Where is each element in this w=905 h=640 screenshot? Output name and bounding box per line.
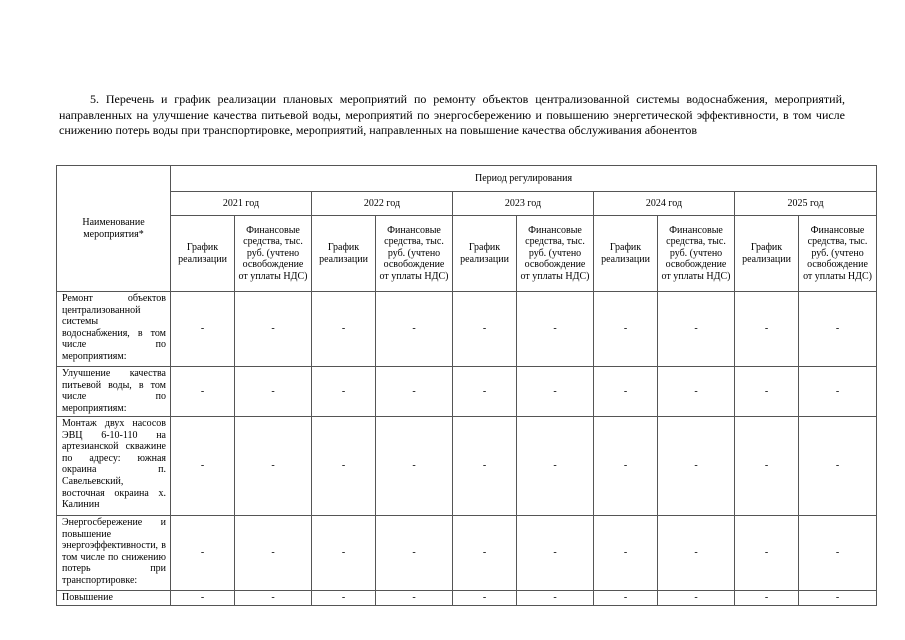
value-cell: - bbox=[171, 417, 235, 516]
table-row bbox=[57, 417, 877, 516]
event-name-cell: Энергосбережение и повышение энергоэффективности, в том числе по снижению потерь при транспортировке: bbox=[57, 516, 171, 591]
event-name-cell: Улучшение качества питьевой воды, в том числе по мероприятиям: bbox=[57, 367, 171, 417]
value-cell: - bbox=[171, 516, 235, 591]
value-cell: - bbox=[735, 417, 799, 516]
period-header: Период регулирования bbox=[171, 166, 877, 192]
value-cell: - bbox=[235, 292, 312, 367]
schedule-header: График реализации bbox=[312, 216, 376, 292]
value-cell: - bbox=[658, 516, 735, 591]
value-cell: - bbox=[376, 292, 453, 367]
value-cell: - bbox=[312, 292, 376, 367]
value-cell: - bbox=[799, 516, 877, 591]
value-cell: - bbox=[517, 367, 594, 417]
value-cell: - bbox=[594, 417, 658, 516]
value-cell: - bbox=[235, 367, 312, 417]
value-cell: - bbox=[376, 591, 453, 606]
event-name-cell: Повышение bbox=[57, 591, 171, 606]
value-cell: - bbox=[735, 516, 799, 591]
finance-header: Финансовые средства, тыс. руб. (учтено освобождение от уплаты НДС) bbox=[799, 216, 877, 292]
value-cell: - bbox=[235, 516, 312, 591]
schedule-header: График реализации bbox=[453, 216, 517, 292]
schedule-header: График реализации bbox=[735, 216, 799, 292]
value-cell: - bbox=[376, 516, 453, 591]
value-cell: - bbox=[594, 292, 658, 367]
value-cell: - bbox=[594, 367, 658, 417]
value-cell: - bbox=[799, 292, 877, 367]
year-header: 2025 год bbox=[735, 192, 877, 216]
value-cell: - bbox=[517, 292, 594, 367]
value-cell: - bbox=[376, 367, 453, 417]
value-cell: - bbox=[658, 417, 735, 516]
value-cell: - bbox=[312, 516, 376, 591]
value-cell: - bbox=[453, 591, 517, 606]
value-cell: - bbox=[517, 516, 594, 591]
value-cell: - bbox=[594, 591, 658, 606]
table-row bbox=[57, 367, 877, 417]
value-cell: - bbox=[312, 417, 376, 516]
schedule-header: График реализации bbox=[171, 216, 235, 292]
value-cell: - bbox=[594, 516, 658, 591]
year-header: 2024 год bbox=[594, 192, 735, 216]
value-cell: - bbox=[735, 292, 799, 367]
value-cell: - bbox=[312, 367, 376, 417]
value-cell: - bbox=[658, 292, 735, 367]
event-name-cell: Ремонт объектов централизованной системы водоснабжения, в том числе по мероприятиям: bbox=[57, 292, 171, 367]
value-cell: - bbox=[171, 292, 235, 367]
value-cell: - bbox=[453, 516, 517, 591]
value-cell: - bbox=[453, 417, 517, 516]
value-cell: - bbox=[735, 367, 799, 417]
finance-header: Финансовые средства, тыс. руб. (учтено освобождение от уплаты НДС) bbox=[376, 216, 453, 292]
year-header: 2023 год bbox=[453, 192, 594, 216]
value-cell: - bbox=[235, 417, 312, 516]
year-header: 2021 год bbox=[171, 192, 312, 216]
value-cell: - bbox=[453, 292, 517, 367]
finance-header: Финансовые средства, тыс. руб. (учтено освобождение от уплаты НДС) bbox=[658, 216, 735, 292]
table-row bbox=[57, 292, 877, 367]
value-cell: - bbox=[171, 591, 235, 606]
table-row bbox=[57, 591, 877, 606]
value-cell: - bbox=[799, 367, 877, 417]
value-cell: - bbox=[658, 367, 735, 417]
finance-header: Финансовые средства, тыс. руб. (учтено освобождение от уплаты НДС) bbox=[235, 216, 312, 292]
finance-header: Финансовые средства, тыс. руб. (учтено освобождение от уплаты НДС) bbox=[517, 216, 594, 292]
value-cell: - bbox=[376, 417, 453, 516]
events-schedule-table bbox=[56, 165, 877, 606]
table-row bbox=[57, 516, 877, 591]
value-cell: - bbox=[312, 591, 376, 606]
value-cell: - bbox=[799, 417, 877, 516]
value-cell: - bbox=[235, 591, 312, 606]
event-name-cell: Монтаж двух насосов ЭВЦ 6-10-110 на артезианской скважине по адресу: южная окраина п. Савельевский, восточная окраина х. Калинин bbox=[57, 417, 171, 516]
event-name-header: Наименование мероприятия* bbox=[57, 166, 171, 292]
value-cell: - bbox=[799, 591, 877, 606]
value-cell: - bbox=[517, 417, 594, 516]
schedule-header: График реализации bbox=[594, 216, 658, 292]
section-heading: 5. Перечень и график реализации плановых мероприятий по ремонту объектов централизованной системы водоснабжения, мероприятий, направленных на улучшение качества питьевой воды, мероприятий по энергосбережению и повышению энергетической эффективности, в том числе снижению потерь воды при транспортировке, мероприятий, направленных на повышение качества обслуживания абонентов bbox=[59, 92, 845, 138]
value-cell: - bbox=[658, 591, 735, 606]
value-cell: - bbox=[453, 367, 517, 417]
value-cell: - bbox=[517, 591, 594, 606]
year-header: 2022 год bbox=[312, 192, 453, 216]
value-cell: - bbox=[171, 367, 235, 417]
value-cell: - bbox=[735, 591, 799, 606]
